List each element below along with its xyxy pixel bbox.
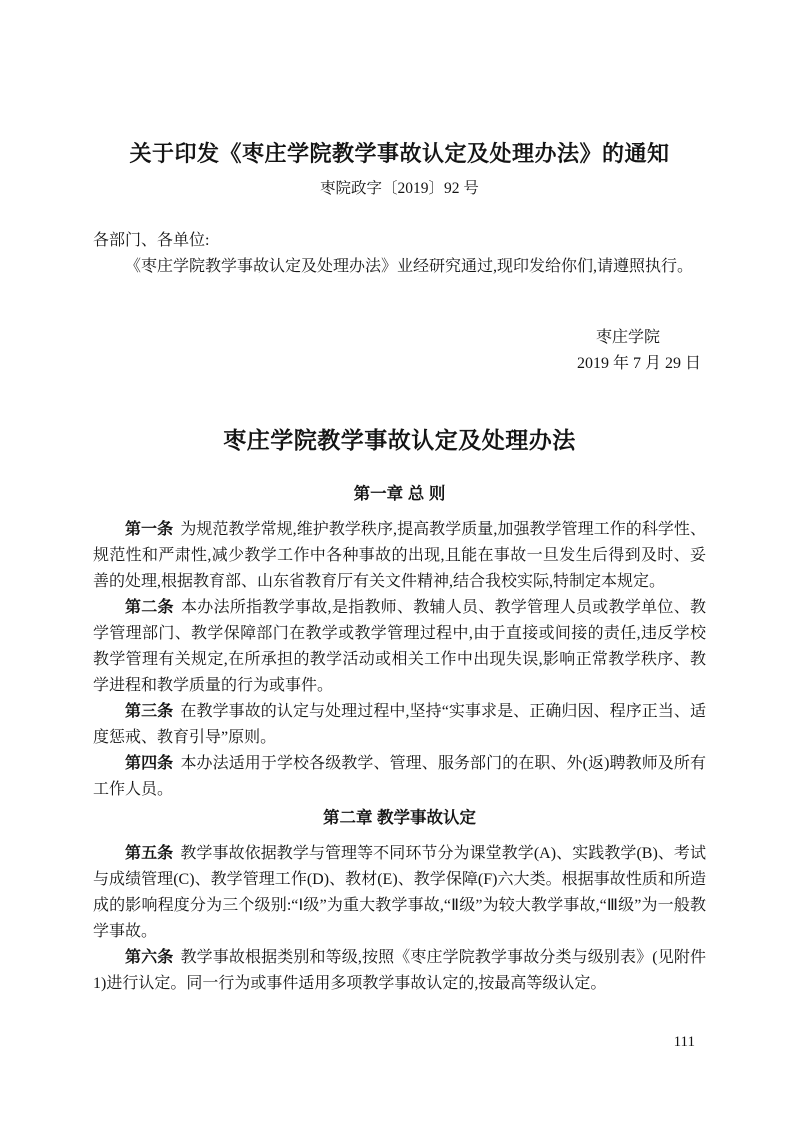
chapter-2-articles bbox=[93, 841, 706, 997]
chapter-1-heading: 第一章 总 则 bbox=[353, 485, 446, 503]
article-3-text: 在教学事故的认定与处理过程中,坚持“实事求是、正确归因、程序正当、适度惩戒、教育引导”原则。 bbox=[93, 703, 706, 746]
article-2 bbox=[93, 595, 706, 699]
article-4 bbox=[93, 751, 706, 803]
regulation-title: 枣庄学院教学事故认定及处理办法 bbox=[223, 427, 576, 453]
article-5-text: 教学事故依据教学与管理等不同环节分为课堂教学(A)、实践教学(B)、考试与成绩管理(C)、教学管理工作(D)、教材(E)、教学保障(F)六大类。根据事故性质和所造成的影响程度分为三个级别:“Ⅰ级”为重大教学事故,“Ⅱ级”为较大教学事故,“Ⅲ级”为一般教学事故。 bbox=[93, 845, 706, 940]
article-5-label: 第五条 bbox=[125, 845, 174, 862]
article-6-label: 第六条 bbox=[125, 949, 174, 966]
article-3 bbox=[93, 699, 706, 751]
chapter-1-articles bbox=[93, 517, 706, 803]
article-5 bbox=[93, 841, 706, 945]
article-1-text: 为规范教学常规,维护教学秩序,提高教学质量,加强教学管理工作的科学性、规范性和严肃性,减少教学工作中各种事故的出现,且能在事故一旦发生后得到及时、妥善的处理,根据教育部、山东省教育厅有关文件精神,结合我校实际,特制定本规定。 bbox=[93, 521, 706, 590]
article-6 bbox=[93, 945, 706, 997]
chapter-2-heading: 第二章 教学事故认定 bbox=[322, 809, 477, 827]
notice-body-paragraph: 《枣庄学院教学事故认定及处理办法》业经研究通过,现印发给你们,请遵照执行。 bbox=[125, 258, 694, 275]
page-number: 111 bbox=[673, 1034, 695, 1050]
article-4-label: 第四条 bbox=[125, 755, 174, 772]
article-1-label: 第一条 bbox=[125, 521, 174, 538]
document-number: 枣院政字〔2019〕92 号 bbox=[320, 180, 479, 197]
salutation: 各部门、各单位: bbox=[93, 232, 210, 249]
signature-block bbox=[93, 325, 706, 377]
signature-organization: 枣庄学院 bbox=[595, 329, 660, 346]
article-6-text: 教学事故根据类别和等级,按照《枣庄学院教学事故分类与级别表》(见附件 1)进行认定。同一行为或事件适用多项教学事故认定的,按最高等级认定。 bbox=[93, 949, 706, 992]
article-3-label: 第三条 bbox=[125, 703, 174, 720]
article-2-label: 第二条 bbox=[125, 599, 174, 616]
document-content bbox=[93, 0, 706, 997]
article-1 bbox=[93, 517, 706, 595]
article-2-text: 本办法所指教学事故,是指教师、教辅人员、教学管理人员或教学单位、教学管理部门、教学保障部门在教学或教学管理过程中,由于直接或间接的责任,违反学校教学管理有关规定,在所承担的教学活动或相关工作中出现失误,影响正常教学秩序、教学进程和教学质量的行为或事件。 bbox=[93, 599, 706, 694]
notice-title: 关于印发《枣庄学院教学事故认定及处理办法》的通知 bbox=[129, 141, 670, 166]
article-4-text: 本办法适用于学校各级教学、管理、服务部门的在职、外(返)聘教师及所有工作人员。 bbox=[93, 755, 706, 798]
signature-date: 2019 年 7 月 29 日 bbox=[576, 355, 701, 372]
